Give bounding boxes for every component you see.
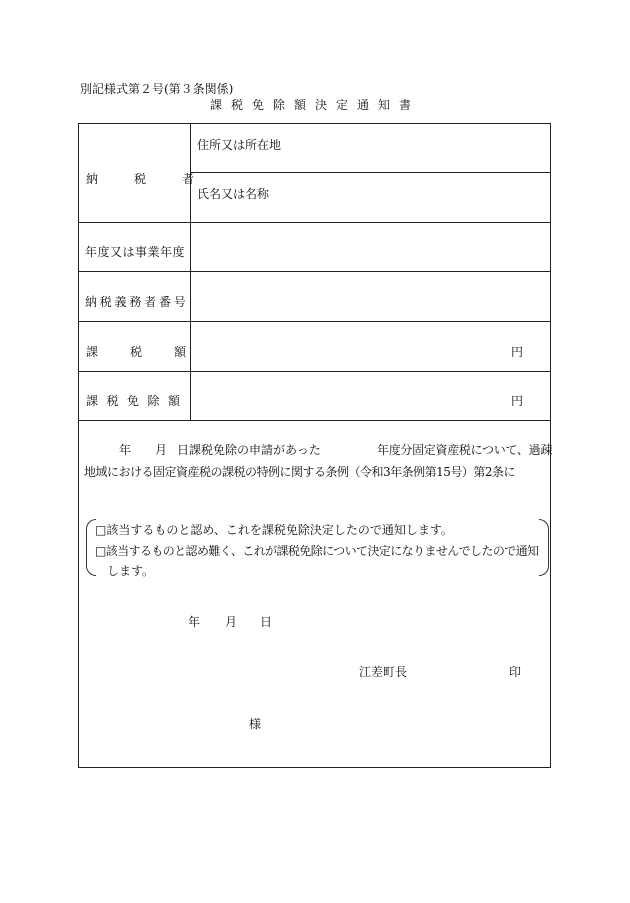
application-year: 年 <box>119 443 132 457</box>
exemption-amount-yen: 円 <box>511 394 524 408</box>
form-number-label: 別記様式第２号(第３条関係) <box>80 82 234 96</box>
mayor-title: 江差町長 <box>359 665 408 679</box>
divider-exemption <box>78 420 551 421</box>
option-exemption-approved: □該当するものと認め、これを課税免除決定したので通知します。 <box>95 523 453 537</box>
notice-year: 年 <box>188 615 201 629</box>
taxpayer-label-text: 納税者 <box>86 172 231 186</box>
notice-day: 日 <box>260 615 273 629</box>
tax-amount-label: 課税額 <box>86 345 219 359</box>
fiscal-year-label: 年度又は事業年度 <box>85 245 186 259</box>
divider-address <box>190 172 551 173</box>
taxpayer-label <box>86 170 231 187</box>
divider-taxpayer <box>78 222 551 223</box>
addressee-honorific: 様 <box>249 717 262 731</box>
divider-tax <box>78 371 551 372</box>
option-exemption-denied: □該当するものと認め難く、これが課税免除について決定になりませんでしたので通知 <box>95 544 539 558</box>
document-title: 課税免除額決定通知書 <box>209 98 420 112</box>
notice-month: 月 <box>225 615 238 629</box>
name-field-label: 氏名又は名称 <box>197 187 270 201</box>
options-right-bracket <box>539 519 549 576</box>
divider-year <box>78 271 551 272</box>
address-field-label: 住所又は所在地 <box>197 138 282 152</box>
application-text: 日課税免除の申請があった <box>177 443 321 457</box>
label-column-divider <box>190 123 191 420</box>
application-month: 月 <box>155 443 168 457</box>
exemption-amount-label: 課税免除額 <box>86 394 189 408</box>
ordinance-text: 地域における固定資産税の課税の特例に関する条例（令和3年条例第15号）第2条に <box>84 465 516 479</box>
application-text-tail: 年度分固定資産税について、過疎 <box>377 443 553 457</box>
option-exemption-denied-cont: します。 <box>107 564 155 578</box>
taxpayer-number-label: 納税義務者番号 <box>85 295 189 309</box>
tax-amount-yen: 円 <box>511 345 524 359</box>
seal-mark: 印 <box>509 665 522 679</box>
divider-number <box>78 321 551 322</box>
